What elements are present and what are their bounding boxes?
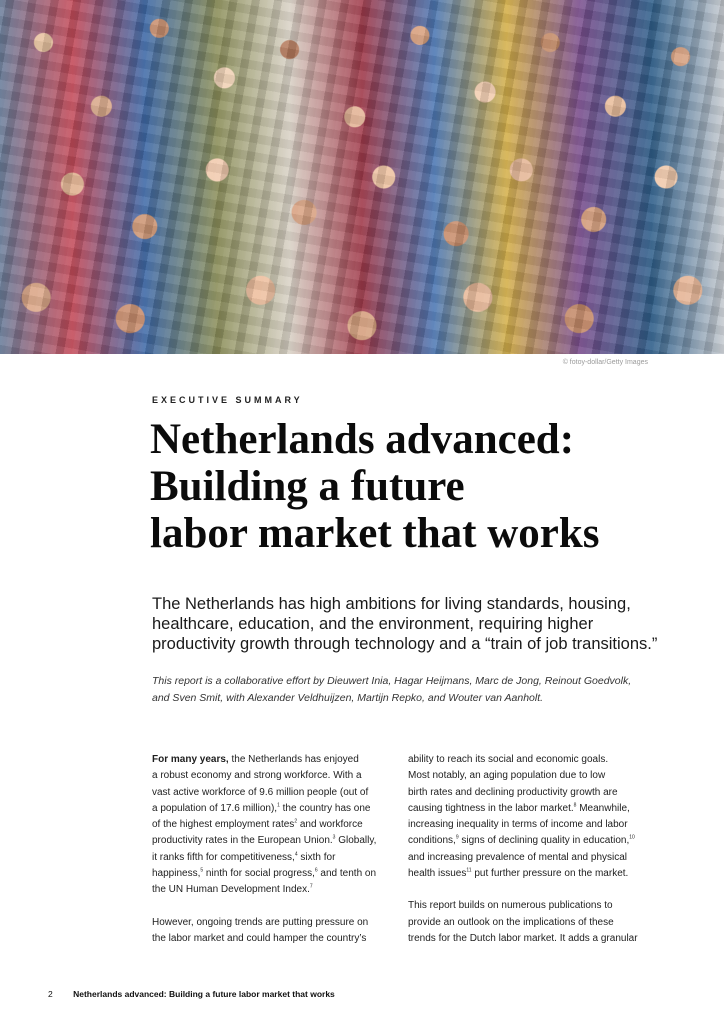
page-title [150, 416, 670, 557]
body-line: productivity rates in the European Union.$^3$ Globally, [152, 835, 377, 847]
body-line: happiness,$^5$ ninth for social progress,$^6$ and tenth on [152, 867, 377, 880]
body-line: vast active workforce of 9.6 million people (out of [152, 786, 369, 798]
footnote-ref: 2 [294, 818, 298, 825]
body-line: trends for the Dutch labor market. It adds a granular [408, 932, 638, 944]
body-line: and increasing prevalence of mental and physical [408, 851, 628, 863]
footer-title: Netherlands advanced: Building a future labor market that works [73, 989, 335, 999]
body-line: of the highest employment rates$^2$ and workforce [152, 818, 363, 831]
page-number: 2 [48, 989, 53, 999]
body-line: conditions,$^9$ signs of declining quality in education,$^{10}$ [408, 835, 635, 847]
footnote-ref: 6 [314, 867, 318, 874]
body-line: health issues$^{11}$ put further pressure on the market. [408, 867, 629, 880]
footnote-ref: 1 [277, 802, 280, 809]
title-line: labor market that works [150, 510, 600, 557]
footnote-ref: 3 [332, 835, 336, 842]
title-line: Netherlands advanced: [150, 416, 575, 463]
body-column-right [408, 752, 648, 947]
authors-line: and Sven Smit, with Alexander Veldhuijzen, Martijn Repko, and Wouter van Aanholt. [152, 692, 544, 704]
body-line: the labor market and could hamper the country’s [152, 932, 367, 944]
paragraph-gap [408, 882, 648, 898]
section-kicker: EXECUTIVE SUMMARY [152, 395, 303, 405]
footnote-ref: 11 [466, 867, 472, 874]
photo-credit: © fotoy-dollar/Getty Images [562, 359, 648, 366]
body-line: birth rates and declining productivity growth are [408, 786, 618, 798]
footnote-ref: 10 [629, 835, 635, 842]
body-line: causing tightness in the labor market.$^8$ Meanwhile, [408, 802, 630, 814]
footnote-ref: 7 [309, 884, 313, 891]
body-column-left [152, 752, 392, 947]
authors-note [152, 673, 652, 707]
page-footer [48, 989, 335, 999]
paragraph-gap [152, 899, 392, 915]
body-line: provide an outlook on the implications of these [408, 916, 614, 928]
body-line: a population of 17.6 million),$^1$ the country has one [152, 802, 371, 814]
body-line: For many years, the Netherlands has enjoyed [152, 754, 359, 765]
footnote-ref: 9 [455, 835, 459, 842]
lede-paragraph [152, 594, 658, 654]
footnote-ref: 5 [200, 867, 204, 874]
body-line: However, ongoing trends are putting pressure on [152, 916, 369, 928]
lead-in: For many years, [152, 754, 229, 765]
body-line: Most notably, an aging population due to low [408, 770, 606, 782]
crowd-photo [0, 0, 724, 354]
footnote-ref: 8 [573, 802, 577, 809]
authors-line: This report is a collaborative effort by Dieuwert Inia, Hagar Heijmans, Marc de Jong, Reinout Goedvolk, [152, 675, 632, 687]
footnote-ref: 4 [294, 851, 298, 858]
lede-line: productivity growth through technology and a “train of job transitions.” [152, 635, 658, 653]
title-line: Building a future [150, 463, 465, 510]
body-line: it ranks fifth for competitiveness,$^4$ sixth for [152, 851, 336, 863]
lede-line: The Netherlands has high ambitions for living standards, housing, [152, 595, 631, 613]
body-line: the UN Human Development Index.$^7$ [152, 884, 313, 896]
body-line: This report builds on numerous publications to [408, 900, 613, 912]
body-line: increasing inequality in terms of income and labor [408, 819, 628, 831]
body-line: a robust economy and strong workforce. With a [152, 770, 362, 782]
lede-line: healthcare, education, and the environment, requiring higher [152, 615, 594, 633]
body-line: ability to reach its social and economic goals. [408, 754, 609, 765]
